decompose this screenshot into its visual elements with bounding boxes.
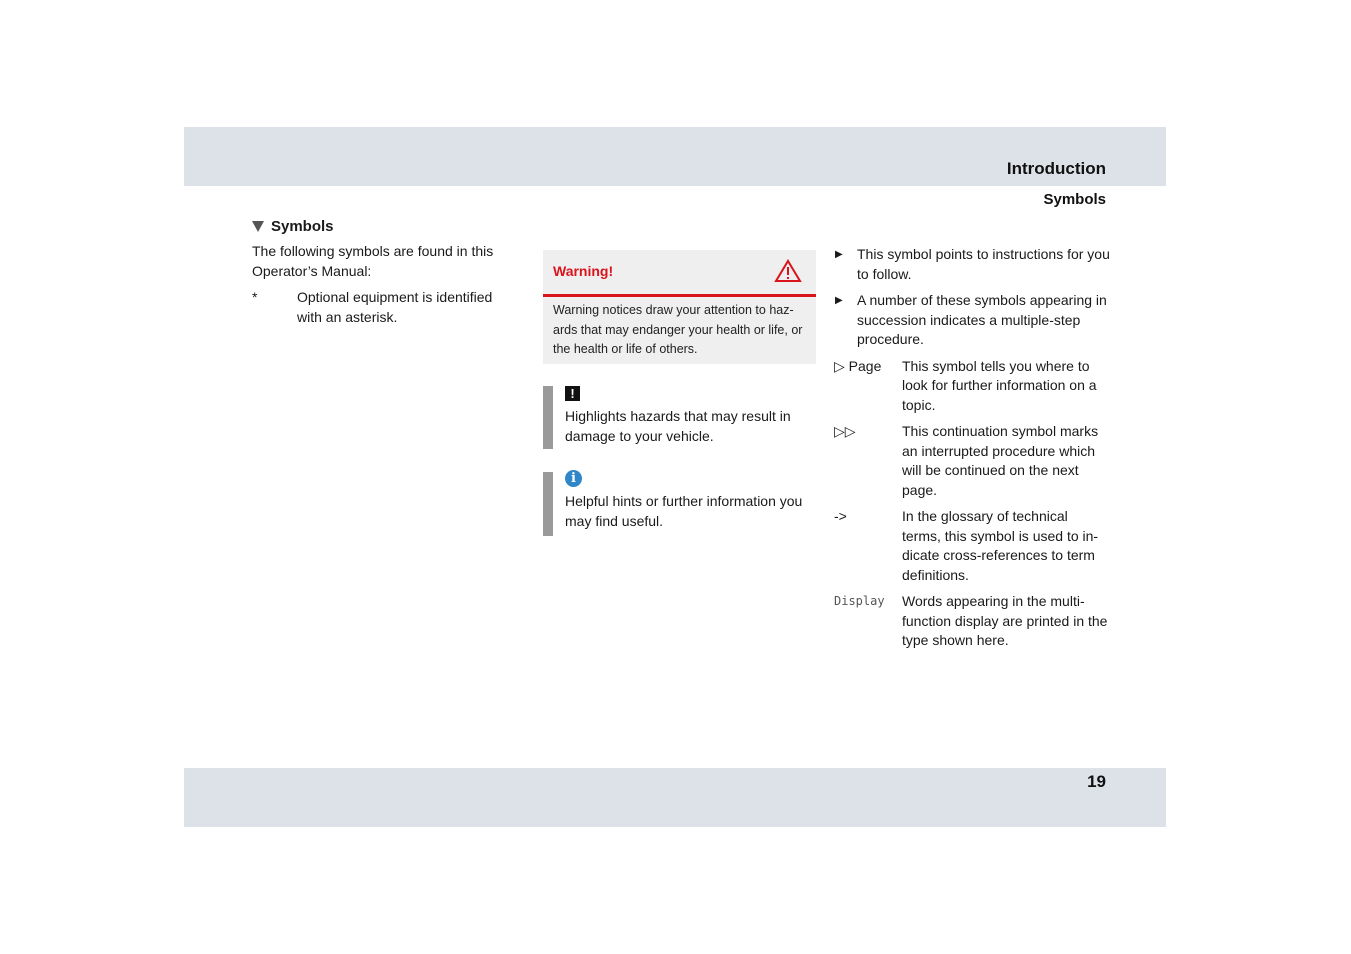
page-reference-icon: ▷ Page — [834, 357, 882, 374]
section-title: Symbols — [1043, 191, 1106, 208]
column-right — [834, 245, 1110, 658]
note-bar — [543, 386, 553, 449]
exclamation-icon: ! — [565, 386, 580, 401]
section-heading-label: Symbols — [271, 218, 334, 235]
symbol-description: This symbol tells you where to look for further information on a topic. — [902, 357, 1097, 413]
symbol-description: This continuation symbol marks an interrupted procedure which will be continued on the next page. — [902, 423, 1099, 498]
symbol-row — [834, 507, 1110, 585]
page-number: 19 — [1087, 772, 1106, 791]
symbol-row — [834, 592, 1110, 651]
asterisk-symbol: * — [252, 289, 258, 305]
note-content — [565, 470, 818, 531]
note-content — [565, 386, 818, 446]
list-item-text: A number of these symbols appearing in succession indicates a multiple-step procedure. — [857, 292, 1107, 347]
note-text: Highlights hazards that may result in damage to your vehicle. — [565, 408, 791, 444]
asterisk-text: Optional equipment is identified with an asterisk. — [297, 289, 493, 325]
cross-reference-icon: -> — [834, 508, 847, 524]
chapter-title: Introduction — [1006, 159, 1106, 178]
symbol-description: Words appearing in the multi-function display are printed in the type shown here. — [902, 593, 1108, 648]
note-bar — [543, 472, 553, 536]
list-item — [834, 291, 1110, 350]
warning-label: Warning! — [553, 263, 614, 279]
arrow-right-icon: ▶ — [835, 249, 843, 260]
arrow-right-icon: ▶ — [835, 295, 843, 306]
display-type-sample: Display — [834, 594, 885, 608]
list-item — [834, 245, 1110, 284]
warning-text: Warning notices draw your attention to haz-ards that may endanger your health or life, or the health or life of others. — [553, 303, 803, 356]
symbol-row — [834, 422, 1110, 500]
note-text: Helpful hints or further information you may find useful. — [565, 493, 803, 529]
symbol-description: In the glossary of technical terms, this symbol is used to in-dicate cross-references to term definitions. — [902, 508, 1099, 583]
warning-triangle-icon — [774, 259, 802, 283]
asterisk-item — [252, 288, 514, 327]
footer-band — [184, 768, 1166, 827]
note-info — [543, 472, 818, 536]
symbol-row — [834, 357, 1110, 416]
continuation-icon: ▷▷ — [834, 423, 856, 439]
list-item-text: This symbol points to instructions for you to follow. — [857, 246, 1110, 282]
warning-box — [543, 250, 816, 364]
triangle-down-icon — [252, 221, 264, 232]
note-damage — [543, 386, 818, 449]
info-icon: i — [565, 470, 582, 487]
section-heading — [252, 218, 514, 235]
column-left — [252, 218, 514, 327]
warning-header — [543, 250, 816, 297]
intro-text: The following symbols are found in this Operator’s Manual: — [252, 243, 494, 279]
